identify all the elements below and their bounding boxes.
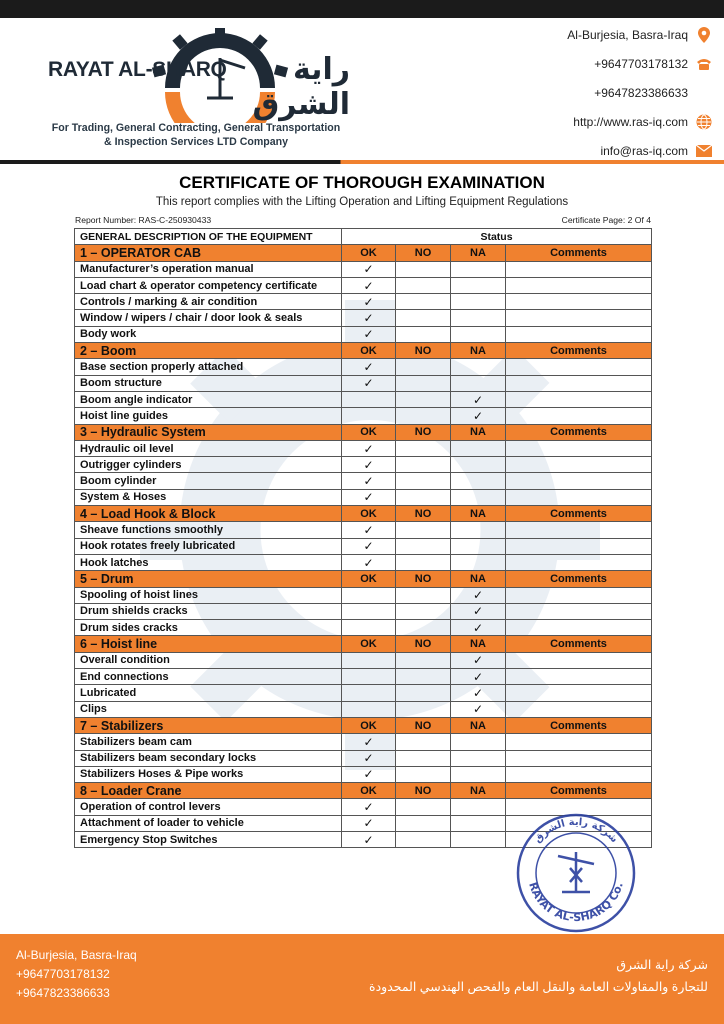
comment-cell: [506, 359, 652, 375]
item-label: Operation of control levers: [75, 799, 342, 815]
column-header-no: NO: [396, 636, 451, 652]
phone-icon: [696, 56, 712, 72]
top-dark-bar: [0, 0, 724, 18]
column-header-no: NO: [396, 424, 451, 440]
column-header-comments: Comments: [506, 245, 652, 261]
status-cell: [451, 310, 506, 326]
check-mark-icon: ✓: [342, 359, 396, 375]
status-cell: [396, 685, 451, 701]
column-header-comments: Comments: [506, 571, 652, 587]
column-header-ok: OK: [342, 506, 396, 522]
company-tagline: For Trading, General Contracting, General Transportation & Inspection Services LTD Company: [51, 122, 341, 148]
report-number: Report Number: RAS-C-250930433: [75, 215, 212, 225]
status-cell: [342, 620, 396, 636]
item-label: Load chart & operator competency certificate: [75, 277, 342, 293]
column-header-na: NA: [451, 783, 506, 799]
column-header-na: NA: [451, 245, 506, 261]
comment-cell: [506, 538, 652, 554]
check-mark-icon: ✓: [451, 701, 506, 717]
check-mark-icon: ✓: [342, 326, 396, 342]
item-label: Attachment of loader to vehicle: [75, 815, 342, 831]
status-cell: [396, 701, 451, 717]
logo-arabic-name: راية الشرق: [252, 53, 350, 121]
item-label: System & Hoses: [75, 489, 342, 505]
status-cell: [451, 489, 506, 505]
column-header-comments: Comments: [506, 783, 652, 799]
check-mark-icon: ✓: [342, 294, 396, 310]
item-label: Hook rotates freely lubricated: [75, 538, 342, 554]
check-mark-icon: ✓: [342, 799, 396, 815]
item-label: Boom cylinder: [75, 473, 342, 489]
status-cell: [451, 750, 506, 766]
status-cell: [342, 652, 396, 668]
section-title: 1 – OPERATOR CAB: [75, 245, 342, 261]
contact-address: Al-Burjesia, Basra-Iraq: [492, 20, 712, 49]
footer-phone-1: +9647703178132: [16, 967, 110, 981]
status-cell: [451, 375, 506, 391]
status-cell: [342, 603, 396, 619]
column-header-no: NO: [396, 343, 451, 359]
table-row: [75, 326, 652, 342]
item-label: Stabilizers beam secondary locks: [75, 750, 342, 766]
status-cell: [396, 408, 451, 424]
check-mark-icon: ✓: [342, 734, 396, 750]
status-cell: [451, 294, 506, 310]
status-cell: [451, 326, 506, 342]
status-cell: [396, 554, 451, 570]
footer-company-name: شركة راية الشرق: [616, 958, 708, 972]
check-mark-icon: ✓: [451, 587, 506, 603]
table-row: [75, 473, 652, 489]
item-label: Body work: [75, 326, 342, 342]
check-mark-icon: ✓: [342, 473, 396, 489]
column-header-no: NO: [396, 571, 451, 587]
status-cell: [451, 799, 506, 815]
status-cell: [451, 766, 506, 782]
header-status: Status: [342, 229, 652, 245]
status-cell: [451, 440, 506, 456]
company-stamp: [514, 812, 638, 934]
check-mark-icon: ✓: [342, 310, 396, 326]
status-cell: [396, 652, 451, 668]
comment-cell: [506, 294, 652, 310]
check-mark-icon: ✓: [342, 440, 396, 456]
status-cell: [396, 734, 451, 750]
contact-phone-2[interactable]: +9647823386633: [594, 85, 688, 100]
status-cell: [342, 701, 396, 717]
comment-cell: [506, 701, 652, 717]
status-cell: [342, 391, 396, 407]
check-mark-icon: ✓: [451, 685, 506, 701]
item-label: Clips: [75, 701, 342, 717]
section-title: 2 – Boom: [75, 343, 342, 359]
column-header-na: NA: [451, 636, 506, 652]
status-cell: [396, 538, 451, 554]
comment-cell: [506, 685, 652, 701]
item-label: Stabilizers Hoses & Pipe works: [75, 766, 342, 782]
check-mark-icon: ✓: [451, 391, 506, 407]
comment-cell: [506, 522, 652, 538]
column-header-no: NO: [396, 717, 451, 733]
status-cell: [396, 294, 451, 310]
item-label: Sheave functions smoothly: [75, 522, 342, 538]
table-row: [75, 277, 652, 293]
contact-email[interactable]: info@ras-iq.com: [492, 136, 712, 165]
status-cell: [396, 620, 451, 636]
status-cell: [451, 522, 506, 538]
table-row: [75, 620, 652, 636]
column-header-ok: OK: [342, 571, 396, 587]
status-cell: [396, 473, 451, 489]
table-row: [75, 261, 652, 277]
check-mark-icon: ✓: [342, 375, 396, 391]
status-cell: [396, 799, 451, 815]
table-header-row: [75, 229, 652, 245]
comment-cell: [506, 587, 652, 603]
status-cell: [342, 669, 396, 685]
check-mark-icon: ✓: [342, 457, 396, 473]
footer: [0, 934, 724, 1024]
comment-cell: [506, 375, 652, 391]
document-subtitle: This report complies with the Lifting Operation and Lifting Equipment Regulations: [155, 196, 569, 208]
table-row: [75, 587, 652, 603]
column-header-ok: OK: [342, 245, 396, 261]
section-title: 7 – Stabilizers: [75, 717, 342, 733]
section-header-row: [75, 636, 652, 652]
table-row: [75, 522, 652, 538]
status-cell: [451, 538, 506, 554]
table-row: [75, 538, 652, 554]
check-mark-icon: ✓: [342, 277, 396, 293]
check-mark-icon: ✓: [451, 620, 506, 636]
status-cell: [396, 669, 451, 685]
contact-block: [492, 20, 712, 165]
company-logo: [40, 28, 350, 123]
item-label: Emergency Stop Switches: [75, 831, 342, 847]
section-header-row: [75, 424, 652, 440]
status-cell: [396, 831, 451, 847]
examination-table: [74, 228, 652, 848]
check-mark-icon: ✓: [342, 538, 396, 554]
comment-cell: [506, 440, 652, 456]
status-cell: [396, 261, 451, 277]
table-row: [75, 750, 652, 766]
column-header-ok: OK: [342, 636, 396, 652]
status-cell: [451, 359, 506, 375]
item-label: Base section properly attached: [75, 359, 342, 375]
status-cell: [342, 587, 396, 603]
check-mark-icon: ✓: [451, 408, 506, 424]
table-row: [75, 734, 652, 750]
comment-cell: [506, 669, 652, 685]
footer-address: Al-Burjesia, Basra-Iraq: [16, 948, 137, 962]
status-cell: [451, 261, 506, 277]
column-header-comments: Comments: [506, 506, 652, 522]
table-row: [75, 440, 652, 456]
table-row: [75, 489, 652, 505]
contact-phone-1[interactable]: +9647703178132: [492, 49, 712, 78]
check-mark-icon: ✓: [342, 750, 396, 766]
table-row: [75, 294, 652, 310]
status-cell: [396, 440, 451, 456]
certificate-page: Certificate Page: 2 Of 4: [561, 215, 651, 225]
section-header-row: [75, 506, 652, 522]
check-mark-icon: ✓: [451, 603, 506, 619]
header-divider: [0, 160, 724, 164]
section-header-row: [75, 717, 652, 733]
status-cell: [451, 734, 506, 750]
item-label: Lubricated: [75, 685, 342, 701]
column-header-comments: Comments: [506, 343, 652, 359]
section-title: 3 – Hydraulic System: [75, 424, 342, 440]
header-description: GENERAL DESCRIPTION OF THE EQUIPMENT: [75, 229, 342, 245]
comment-cell: [506, 734, 652, 750]
comment-cell: [506, 554, 652, 570]
section-title: 6 – Hoist line: [75, 636, 342, 652]
section-header-row: [75, 343, 652, 359]
comment-cell: [506, 408, 652, 424]
column-header-no: NO: [396, 506, 451, 522]
section-header-row: [75, 571, 652, 587]
document-title: CERTIFICATE OF THOROUGH EXAMINATION: [179, 173, 545, 192]
item-label: Spooling of hoist lines: [75, 587, 342, 603]
status-cell: [451, 554, 506, 570]
status-cell: [396, 815, 451, 831]
check-mark-icon: ✓: [342, 261, 396, 277]
item-label: Stabilizers beam cam: [75, 734, 342, 750]
globe-icon: [696, 114, 712, 130]
check-mark-icon: ✓: [342, 554, 396, 570]
footer-company-description: للتجارة والمقاولات العامة والنقل العام والفحص الهندسي المحدودة: [369, 980, 708, 994]
check-mark-icon: ✓: [342, 815, 396, 831]
status-cell: [396, 750, 451, 766]
table-row: [75, 391, 652, 407]
stamp-text: RAYAT AL-SHARQ Co.: [526, 880, 626, 925]
status-cell: [396, 277, 451, 293]
check-mark-icon: ✓: [342, 522, 396, 538]
column-header-ok: OK: [342, 343, 396, 359]
table-row: [75, 701, 652, 717]
status-cell: [451, 277, 506, 293]
section-header-row: [75, 245, 652, 261]
comment-cell: [506, 391, 652, 407]
column-header-na: NA: [451, 343, 506, 359]
svg-text:شركة راية الشرق: [532, 817, 619, 845]
envelope-icon: [696, 143, 712, 159]
column-header-na: NA: [451, 717, 506, 733]
check-mark-icon: ✓: [342, 489, 396, 505]
item-label: Drum shields cracks: [75, 603, 342, 619]
column-header-comments: Comments: [506, 636, 652, 652]
status-cell: [342, 408, 396, 424]
item-label: Drum sides cracks: [75, 620, 342, 636]
comment-cell: [506, 310, 652, 326]
status-cell: [451, 473, 506, 489]
status-cell: [396, 489, 451, 505]
section-title: 5 – Drum: [75, 571, 342, 587]
footer-phone-2: +9647823386633: [16, 986, 110, 1000]
status-cell: [396, 391, 451, 407]
item-label: Overall condition: [75, 652, 342, 668]
table-row: [75, 652, 652, 668]
status-cell: [396, 375, 451, 391]
status-cell: [451, 815, 506, 831]
item-label: Outrigger cylinders: [75, 457, 342, 473]
comment-cell: [506, 750, 652, 766]
status-cell: [396, 522, 451, 538]
item-label: Window / wipers / chair / door look & seals: [75, 310, 342, 326]
comment-cell: [506, 620, 652, 636]
column-header-na: NA: [451, 571, 506, 587]
stamp-text-arabic: شركة راية الشرق: [532, 816, 620, 846]
status-cell: [396, 326, 451, 342]
table-row: [75, 375, 652, 391]
comment-cell: [506, 473, 652, 489]
item-label: Hoist line guides: [75, 408, 342, 424]
comment-cell: [506, 326, 652, 342]
section-title: 8 – Loader Crane: [75, 783, 342, 799]
column-header-na: NA: [451, 506, 506, 522]
comment-cell: [506, 277, 652, 293]
item-label: Controls / marking & air condition: [75, 294, 342, 310]
item-label: Boom angle indicator: [75, 391, 342, 407]
item-label: End connections: [75, 669, 342, 685]
footer-company-arabic: [369, 954, 708, 998]
comment-cell: [506, 603, 652, 619]
table-row: [75, 554, 652, 570]
check-mark-icon: ✓: [342, 831, 396, 847]
status-cell: [396, 587, 451, 603]
contact-website[interactable]: http://www.ras-iq.com: [492, 107, 712, 136]
item-label: Boom structure: [75, 375, 342, 391]
comment-cell: [506, 457, 652, 473]
status-cell: [396, 310, 451, 326]
location-pin-icon: [696, 27, 712, 43]
item-label: Manufacturer’s operation manual: [75, 261, 342, 277]
column-header-comments: Comments: [506, 424, 652, 440]
footer-contact: [16, 946, 137, 1003]
table-row: [75, 310, 652, 326]
status-cell: [396, 603, 451, 619]
section-header-row: [75, 783, 652, 799]
table-row: [75, 669, 652, 685]
comment-cell: [506, 766, 652, 782]
logo-english-name: RAYAT AL-SHARQ: [48, 58, 227, 81]
comment-cell: [506, 652, 652, 668]
check-mark-icon: ✓: [342, 766, 396, 782]
status-cell: [396, 766, 451, 782]
check-mark-icon: ✓: [451, 652, 506, 668]
check-mark-icon: ✓: [451, 669, 506, 685]
column-header-ok: OK: [342, 717, 396, 733]
status-cell: [451, 457, 506, 473]
table-row: [75, 766, 652, 782]
column-header-ok: OK: [342, 783, 396, 799]
column-header-na: NA: [451, 424, 506, 440]
column-header-comments: Comments: [506, 717, 652, 733]
status-cell: [342, 685, 396, 701]
column-header-no: NO: [396, 783, 451, 799]
item-label: Hook latches: [75, 554, 342, 570]
table-row: [75, 408, 652, 424]
table-row: [75, 457, 652, 473]
table-row: [75, 359, 652, 375]
status-cell: [396, 359, 451, 375]
comment-cell: [506, 261, 652, 277]
column-header-no: NO: [396, 245, 451, 261]
table-row: [75, 685, 652, 701]
section-title: 4 – Load Hook & Block: [75, 506, 342, 522]
item-label: Hydraulic oil level: [75, 440, 342, 456]
comment-cell: [506, 489, 652, 505]
table-row: [75, 603, 652, 619]
column-header-ok: OK: [342, 424, 396, 440]
status-cell: [451, 831, 506, 847]
status-cell: [396, 457, 451, 473]
